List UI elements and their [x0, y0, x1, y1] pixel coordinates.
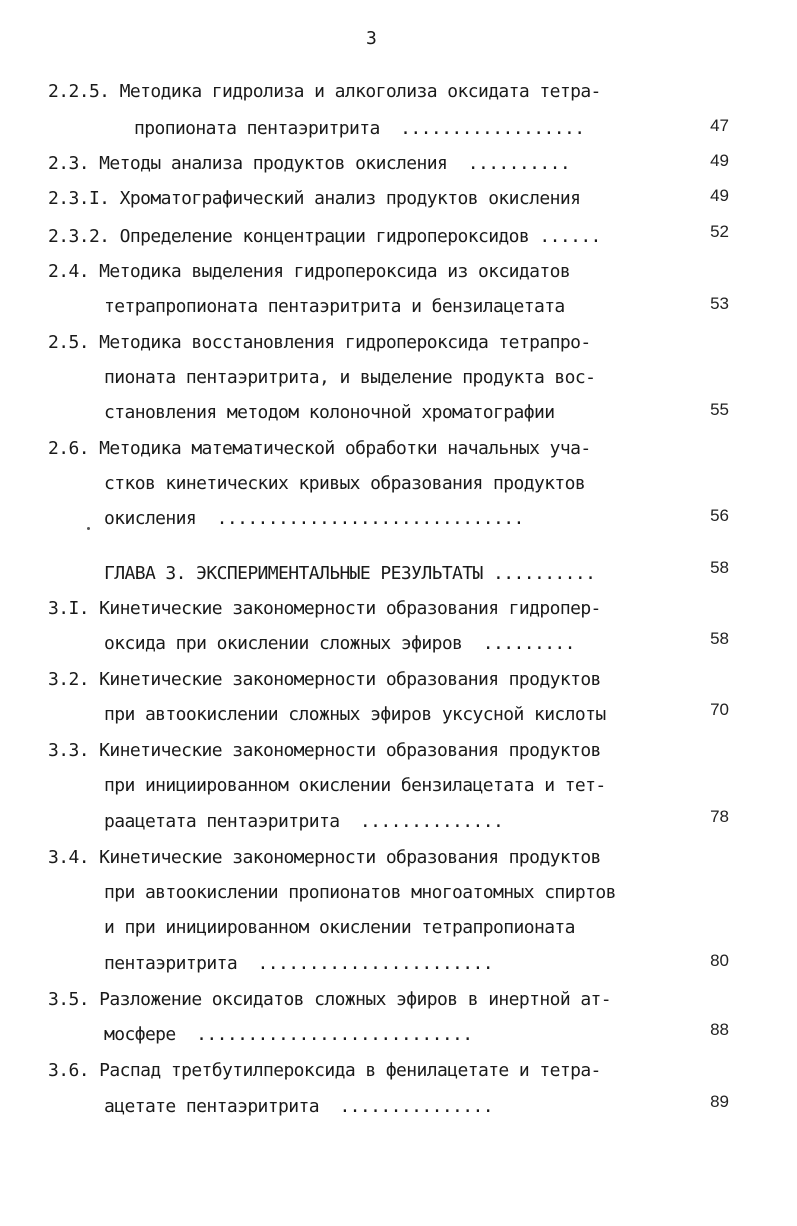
toc-line: при автоокислении пропионатов многоатомных спиртов: [104, 882, 616, 903]
toc-line: мосфере ...........................: [104, 1024, 473, 1045]
toc-line: 2.3.2. Определение концентрации гидропероксидов ......: [48, 226, 601, 247]
toc-page-number: 55: [710, 400, 729, 419]
toc-line: 3.4. Кинетические закономерности образования продуктов: [48, 847, 601, 868]
toc-line: тетрапропионата пентаэритрита и бензилацетата: [104, 296, 565, 317]
toc-line: 3.5. Разложение оксидатов сложных эфиров в инертной ат-: [48, 989, 612, 1010]
toc-line: 3.6. Распад третбутилпероксида в фенилацетате и тетра-: [48, 1060, 601, 1081]
toc-line: оксида при окислении сложных эфиров .........: [104, 633, 575, 654]
toc-page-number: 47: [710, 116, 729, 135]
toc-line: 2.2.5. Методика гидролиза и алкоголиза оксидата тетра-: [48, 81, 601, 102]
toc-line: 2.4. Методика выделения гидропероксида из оксидатов: [48, 261, 571, 282]
toc-page-number: 49: [710, 186, 729, 205]
toc-line: пионата пентаэритрита, и выделение продукта вос-: [104, 367, 596, 388]
toc-line: 3.3. Кинетические закономерности образования продуктов: [48, 740, 601, 761]
toc-line: стков кинетических кривых образования продуктов: [104, 473, 586, 494]
toc-line: при автоокислении сложных эфиров уксусной кислоты: [104, 704, 606, 725]
toc-line: окисления ..............................: [104, 508, 524, 529]
toc-line: и при инициированном окислении тетрапропионата: [104, 917, 575, 938]
toc-line: 3.I. Кинетические закономерности образования гидропер-: [48, 598, 601, 619]
toc-page-number: 78: [710, 807, 729, 826]
toc-page-number: 80: [710, 951, 729, 970]
toc-page-number: 49: [710, 151, 729, 170]
toc-line: становления методом колоночной хроматографии: [104, 402, 555, 423]
toc-page-number: 88: [710, 1020, 729, 1039]
toc-page-number: 58: [710, 558, 729, 577]
toc-line: пентаэритрита .......................: [104, 953, 494, 974]
toc-page-number: 58: [710, 629, 729, 648]
toc-line: раацетата пентаэритрита ..............: [104, 811, 504, 832]
toc-page-number: 70: [710, 700, 729, 719]
chapter-heading: ГЛАВА 3. ЭКСПЕРИМЕНТАЛЬНЫЕ РЕЗУЛЬТАТЫ ..........: [104, 563, 596, 584]
ink-speck: [87, 527, 90, 530]
toc-page-number: 89: [710, 1092, 729, 1111]
toc-line: 2.3. Методы анализа продуктов окисления ..........: [48, 153, 571, 174]
page-number: 3: [366, 28, 377, 49]
toc-line: при инициированном окислении бензилацетата и тет-: [104, 775, 606, 796]
toc-line: 2.3.I. Хроматографический анализ продуктов окисления: [48, 188, 581, 209]
toc-page-number: 56: [710, 506, 729, 525]
toc-page-number: 52: [710, 222, 729, 241]
toc-line: ацетате пентаэритрита ...............: [104, 1096, 494, 1117]
toc-line: пропионата пентаэритрита ..................: [134, 118, 585, 139]
toc-line: 3.2. Кинетические закономерности образования продуктов: [48, 669, 601, 690]
toc-page-number: 53: [710, 294, 729, 313]
toc-line: 2.5. Методика восстановления гидропероксида тетрапро-: [48, 332, 591, 353]
toc-line: 2.6. Методика математической обработки начальных уча-: [48, 438, 591, 459]
